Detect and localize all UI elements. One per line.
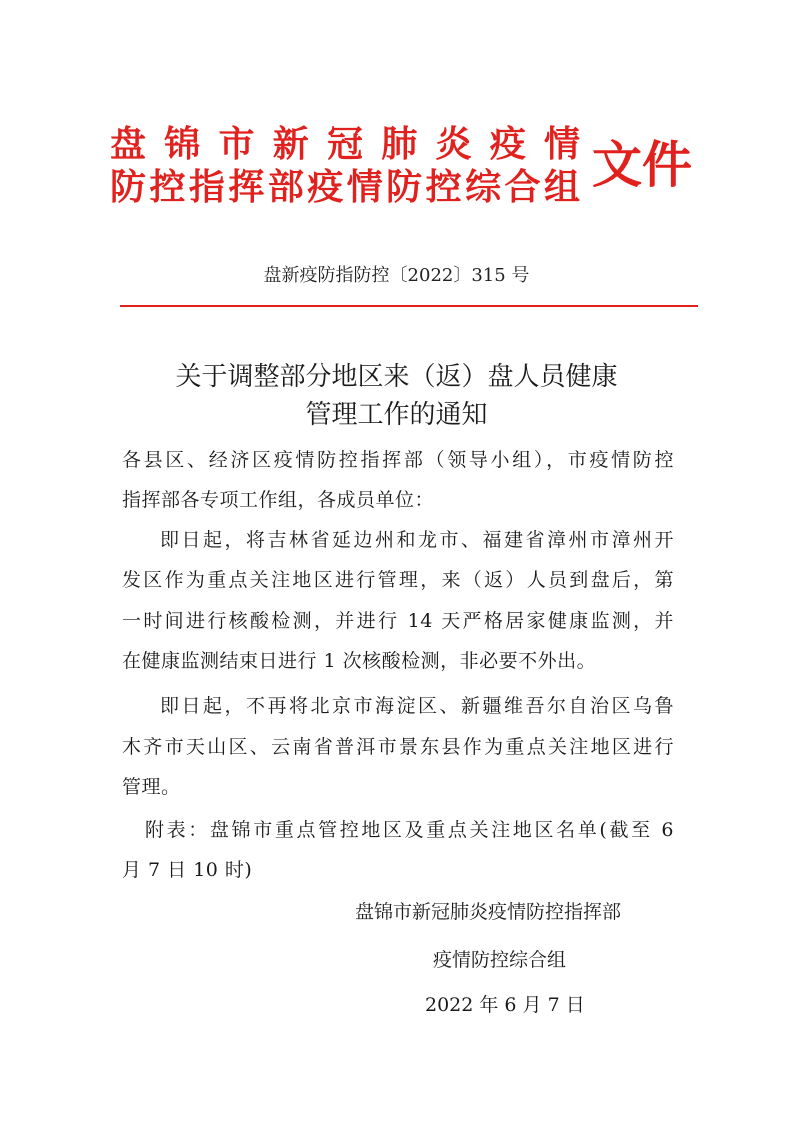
paragraph2-line2: 木齐市天山区、云南省普洱市景东县作为重点关注地区进行 bbox=[122, 736, 674, 758]
paragraph1-line2: 发区作为重点关注地区进行管理，来（返）人员到盘后，第 bbox=[122, 569, 674, 591]
signature-date: 2022 年 6 月 7 日 bbox=[425, 994, 585, 1016]
header-title-line2: 防控指挥部疫情防控综合组 bbox=[110, 167, 580, 208]
header-document-word: 文件 bbox=[592, 136, 692, 194]
signature-org-line1: 盘锦市新冠肺炎疫情防控指挥部 bbox=[355, 901, 622, 923]
paragraph1-line4: 在健康监测结束日进行 1 次核酸检测，非必要不外出。 bbox=[122, 650, 597, 672]
signature-org-line2: 疫情防控综合组 bbox=[433, 949, 567, 971]
paragraph2-line1: 即日起，不再将北京市海淀区、新疆维吾尔自治区乌鲁 bbox=[160, 695, 674, 717]
salutation-line1: 各县区、经济区疫情防控指挥部（领导小组），市疫情防控 bbox=[122, 449, 674, 471]
header-title-line1: 盘锦市新冠肺炎疫情 bbox=[110, 124, 580, 165]
red-divider-line bbox=[120, 305, 698, 307]
paragraph1-line1: 即日起，将吉林省延边州和龙市、福建省漳州市漳州开 bbox=[160, 529, 674, 551]
paragraph1-line3: 一时间进行核酸检测，并进行 14 天严格居家健康监测，并 bbox=[122, 610, 674, 632]
paragraph2-line3: 管理。 bbox=[122, 776, 181, 798]
notice-title-line2: 管理工作的通知 bbox=[305, 400, 488, 430]
document-number: 盘新疫防指防控〔2022〕315 号 bbox=[263, 265, 530, 286]
attachment-line2: 月 7 日 10 时) bbox=[122, 859, 253, 881]
notice-title-line1: 关于调整部分地区来（返）盘人员健康 bbox=[175, 362, 618, 392]
attachment-line1: 附表：盘锦市重点管控地区及重点关注地区名单(截至 6 bbox=[145, 819, 674, 841]
salutation-line2: 指挥部各专项工作组，各成员单位： bbox=[122, 489, 435, 511]
